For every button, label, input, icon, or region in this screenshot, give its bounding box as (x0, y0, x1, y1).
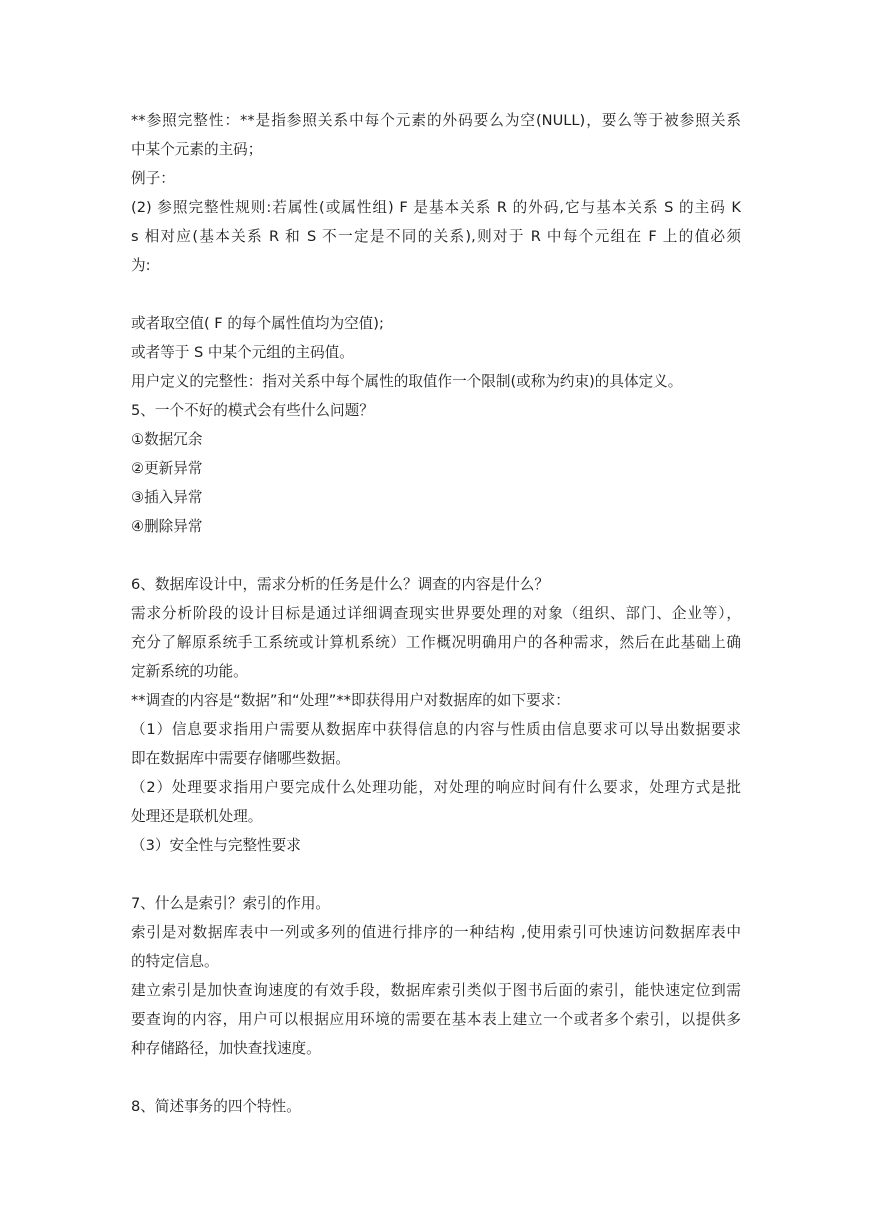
text-line: 中某个元素的主码； (131, 141, 263, 158)
text-line: 6、数据库设计中，需求分析的任务是什么？调查的内容是什么？ (131, 576, 549, 593)
blank-line (131, 1063, 741, 1092)
text-line: 处理还是联机处理。 (131, 808, 263, 825)
text-line: 7、什么是索引？索引的作用。 (131, 895, 331, 912)
text-line: 即在数据库中需要存储哪些数据。 (131, 750, 350, 767)
text-line: 为: (131, 257, 151, 274)
text-line: **调查的内容是“数据”和“处理”**即获得用户对数据库的如下要求： (131, 692, 570, 709)
text-line: （2）处理要求指用户要完成什么处理功能，对处理的响应时间有什么要求，处理方式是批 (131, 779, 741, 796)
text-line: ③插入异常 (131, 489, 203, 506)
text-line: **参照完整性：**是指参照关系中每个元素的外码要么为空(NULL)，要么等于被参照关系 (131, 112, 741, 129)
text-line: 充分了解原系统手工系统或计算机系统）工作概况明确用户的各种需求，然后在此基础上确 (131, 634, 741, 651)
text-line: 需求分析阶段的设计目标是通过详细调查现实世界要处理的对象（组织、部门、企业等）， (131, 605, 741, 622)
text-line: 要查询的内容，用户可以根据应用环境的需要在基本表上建立一个或者多个索引，以提供多 (131, 1011, 741, 1028)
text-line: s 相对应(基本关系 R 和 S 不一定是不同的关系),则对于 R 中每个元组在 F 上的值必须 (131, 228, 741, 245)
text-line: (2) 参照完整性规则:若属性(或属性组) F 是基本关系 R 的外码,它与基本关系 S 的主码 K (131, 199, 741, 216)
text-line: ②更新异常 (131, 460, 203, 477)
text-line: （1）信息要求指用户需要从数据库中获得信息的内容与性质由信息要求可以导出数据要求 (131, 721, 741, 738)
text-line: 用户定义的完整性：指对关系中每个属性的取值作一个限制(或称为约束)的具体定义。 (131, 373, 683, 390)
blank-line (131, 860, 741, 889)
text-line: （3）安全性与完整性要求 (131, 837, 301, 854)
text-line: ④删除异常 (131, 518, 203, 535)
document-body (131, 106, 741, 1121)
text-line: 5、一个不好的模式会有些什么问题？ (131, 402, 374, 419)
text-line: 定新系统的功能。 (131, 663, 248, 680)
text-line: 例子： (131, 170, 175, 187)
blank-line (131, 541, 741, 570)
text-line: 索引是对数据库表中一列或多列的值进行排序的一种结构 ,使用索引可快速访问数据库表中 (131, 924, 741, 941)
text-line: 或者取空值( F 的每个属性值均为空值); (131, 315, 384, 332)
text-line: 8、简述事务的四个特性。 (131, 1098, 301, 1115)
text-line: 或者等于 S 中某个元组的主码值。 (131, 344, 354, 361)
text-line: 种存储路径，加快查找速度。 (131, 1040, 321, 1057)
text-line: 的特定信息。 (131, 953, 219, 970)
blank-line (131, 280, 741, 309)
text-line: 建立索引是加快查询速度的有效手段，数据库索引类似于图书后面的索引，能快速定位到需 (131, 982, 741, 999)
text-line: ①数据冗余 (131, 431, 203, 448)
